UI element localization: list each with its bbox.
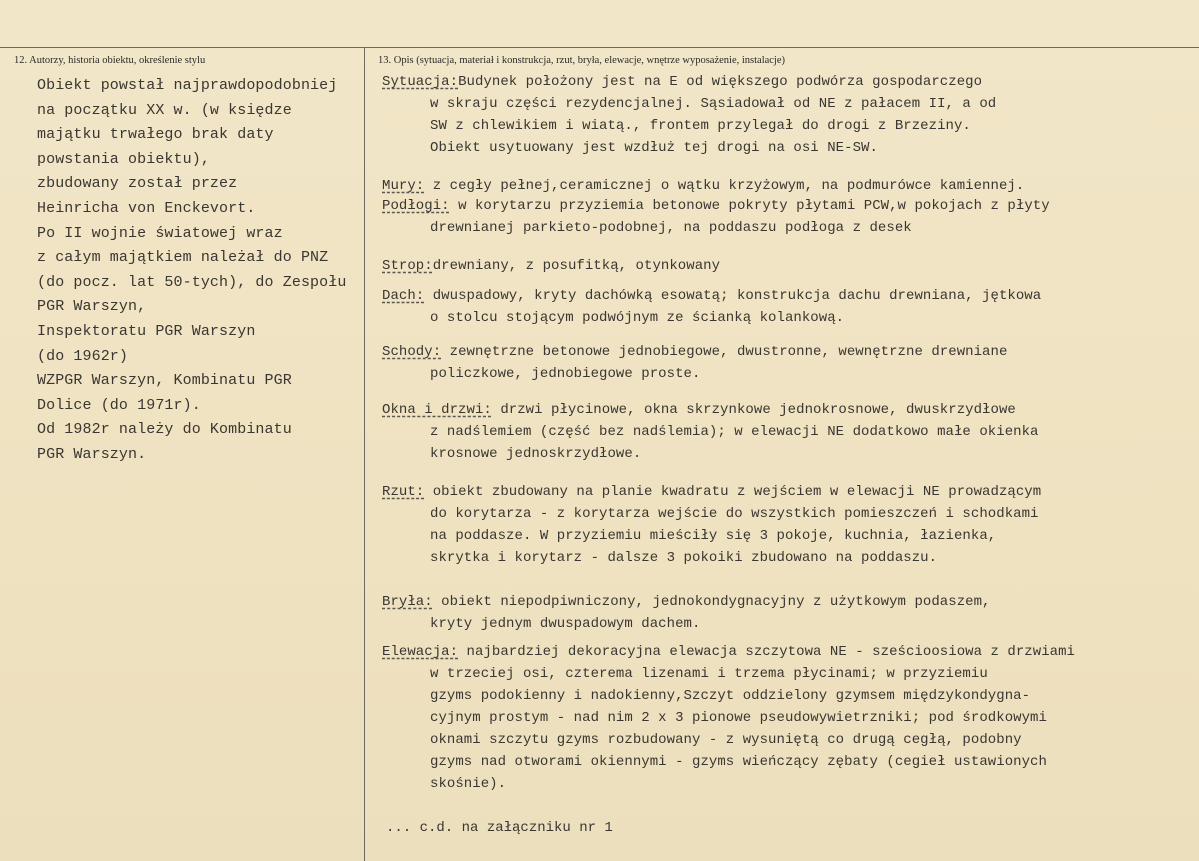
history-line: (do pocz. lat 50-tych), do Zespołu [37, 273, 347, 291]
history-line: na początku XX w. (w księdze [37, 101, 292, 119]
history-line: Dolice (do 1971r). [37, 396, 201, 414]
section-line: w trzeciej osi, czterema lizenami i trzema płycinami; w przyziemiu [430, 666, 988, 682]
section-line: gzyms podokienny i nadokienny,Szczyt oddzielony gzymsem międzykondygna- [430, 688, 1031, 704]
history-line: PGR Warszyn, [37, 298, 147, 316]
section-first-line [382, 399, 1192, 421]
section-label: Mury: [382, 178, 425, 194]
header-right: 13. Opis (sytuacja, materiał i konstrukcja, rzut, bryła, elewacje, wnętrze wyposażenie, instalacje) [378, 55, 786, 66]
history-line: PGR Warszyn. [37, 445, 147, 463]
history-line: zbudowany został przez [37, 175, 238, 193]
section-label: Schody: [382, 344, 442, 360]
section-label: Okna i drzwi: [382, 402, 492, 418]
section-first-line [382, 285, 1192, 307]
history-line: Obiekt powstał najprawdopodobniej [37, 77, 338, 94]
section-label: Dach: [382, 288, 425, 304]
history-line: WZPGR Warszyn, Kombinatu PGR [37, 372, 292, 390]
history-line: majątku trwałego brak daty [37, 126, 274, 144]
section-text: obiekt niepodpiwniczony, jednokondygnacyjny z użytkowym podaszem, [432, 594, 991, 610]
section-line: kryty jednym dwuspadowym dachem. [430, 616, 701, 632]
section-line: z nadślemiem (część bez nadślemia); w elewacji NE dodatkowo małe okienka [430, 424, 1039, 440]
section-label: Rzut: [382, 484, 425, 500]
section-first-line [382, 481, 1192, 503]
section-line: Obiekt usytuowany jest wzdłuż tej drogi na osi NE-SW. [430, 140, 878, 156]
section-block [382, 591, 1192, 635]
header-left: 12. Autorzy, historia obiektu, określenie stylu [14, 55, 206, 66]
history-text [37, 74, 357, 468]
history-line: Od 1982r należy do Kombinatu [37, 421, 292, 439]
section-text: najbardziej dekoracyjna elewacja szczytowa NE - sześcioosiowa z drzwiami [458, 644, 1076, 660]
section-line: krosnowe jednoskrzydłowe. [430, 446, 642, 462]
section-line: cyjnym prostym - nad nim 2 x 3 pionowe pseudowywietrzniki; pod środkowymi [430, 710, 1047, 726]
section-first-line [382, 71, 1192, 93]
section-block [382, 175, 1192, 197]
section-line: skrytka i korytarz - dalsze 3 pokoiki zbudowano na poddaszu. [430, 550, 938, 566]
section-block [382, 71, 1192, 159]
section-label: Strop: [382, 258, 433, 274]
history-line: (do 1962r) [37, 347, 129, 365]
history-line: Po II wojnie światowej wraz [37, 224, 283, 242]
section-line: o stolcu stojącym podwójnym ze ścianką kolankową. [430, 310, 845, 326]
section-first-line [382, 341, 1192, 363]
section-text: obiekt zbudowany na planie kwadratu z wejściem w elewacji NE prowadzącym [424, 484, 1042, 500]
section-first-line [382, 255, 1192, 277]
history-line: powstania obiektu), [37, 150, 210, 168]
section-line: na poddasze. W przyziemiu mieściły się 3 pokoje, kuchnia, łazienka, [430, 528, 997, 544]
section-block [382, 481, 1192, 569]
section-label: Podłogi: [382, 198, 450, 214]
section-block [382, 399, 1192, 465]
history-line: z całym majątkiem należał do PNZ [37, 249, 329, 267]
section-line: do korytarza - z korytarza wejście do wszystkich pomieszczeń i schodkami [430, 506, 1039, 522]
section-line: w skraju części rezydencjalnej. Sąsiadował od NE z pałacem II, a od [430, 96, 997, 112]
section-text: zewnętrzne betonowe jednobiegowe, dwustronne, wewnętrzne drewniane [441, 344, 1008, 360]
section-first-line [382, 591, 1192, 613]
section-first-line [382, 175, 1192, 197]
section-first-line [382, 641, 1192, 663]
section-label: Sytuacja: [382, 74, 459, 90]
section-line: drewnianej parkieto-podobnej, na poddaszu podłoga z desek [430, 220, 912, 236]
top-rule [0, 47, 1199, 48]
section-text: Budynek położony jest na E od większego podwórza gospodarczego [458, 74, 983, 90]
section-text: drzwi płycinowe, okna skrzynkowe jednokrosnowe, dwuskrzydłowe [491, 402, 1016, 418]
section-block [382, 641, 1192, 795]
section-first-line [382, 195, 1192, 217]
section-block [382, 255, 1192, 277]
continuation-note: ... c.d. na załączniku nr 1 [386, 820, 613, 836]
section-label: Elewacja: [382, 644, 459, 660]
section-line: SW z chlewikiem i wiatą., frontem przylegał do drogi z Brzeziny. [430, 118, 971, 134]
section-text: z cegły pełnej,ceramicznej o wątku krzyżowym, na podmurówce kamiennej. [424, 178, 1025, 194]
section-line: oknami szczytu gzyms rozbudowany - z wysuniętą co drugą cegłą, podobny [430, 732, 1022, 748]
section-block [382, 341, 1192, 385]
section-text: dwuspadowy, kryty dachówką esowatą; konstrukcja dachu drewniana, jętkowa [424, 288, 1042, 304]
column-divider [364, 47, 365, 861]
section-line: skośnie). [430, 776, 507, 792]
section-text: drewniany, z posufitką, otynkowany [432, 258, 721, 274]
section-line: policzkowe, jednobiegowe proste. [430, 366, 701, 382]
section-text: w korytarzu przyziemia betonowe pokryty płytami PCW,w pokojach z płyty [449, 198, 1050, 214]
history-line: Heinricha von Enckevort. [37, 199, 256, 217]
section-block [382, 285, 1192, 329]
section-label: Bryła: [382, 594, 433, 610]
section-block [382, 195, 1192, 239]
history-line: Inspektoratu PGR Warszyn [37, 322, 256, 340]
section-line: gzyms nad otworami okiennymi - gzyms wieńczący zębaty (cegieł ustawionych [430, 754, 1047, 770]
